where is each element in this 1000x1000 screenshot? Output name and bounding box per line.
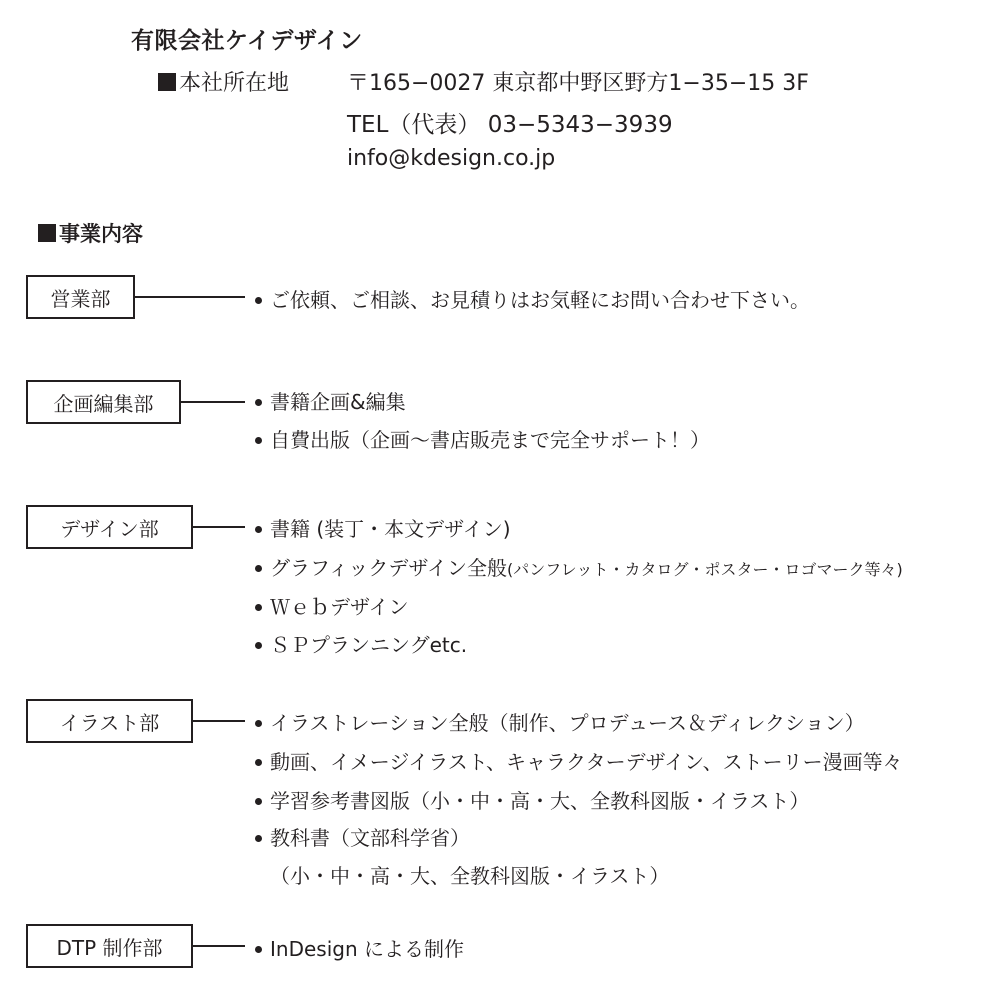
address-label-row bbox=[158, 66, 289, 97]
list-item: イラストレーション全般（制作、プロデュース＆ディレクション） bbox=[255, 707, 865, 736]
list-item: Ｗｅｂデザイン bbox=[255, 591, 409, 620]
list-item: 学習参考書図版（小・中・高・大、全教科図版・イラスト） bbox=[255, 785, 809, 814]
bullet-icon bbox=[255, 565, 262, 572]
list-item: 書籍企画&編集 bbox=[255, 386, 406, 415]
dept-illustration: イラスト部 bbox=[26, 699, 193, 743]
dept-dtp: DTP 制作部 bbox=[26, 924, 193, 968]
email-link[interactable]: info@kdesign.co.jp bbox=[347, 146, 556, 171]
list-item: InDesign による制作 bbox=[255, 933, 464, 962]
company-name: 有限会社ケイデザイン bbox=[131, 28, 363, 54]
address-label: 本社所在地 bbox=[179, 71, 290, 96]
list-item-continuation: （小・中・高・大、全教科図版・イラスト） bbox=[270, 864, 670, 888]
dept-planning-editing: 企画編集部 bbox=[26, 380, 181, 424]
bullet-icon bbox=[255, 297, 262, 304]
list-item: ＳＰプランニングetc. bbox=[255, 629, 467, 658]
bullet-icon bbox=[255, 399, 262, 406]
bullet-icon bbox=[255, 720, 262, 727]
dept-sales: 営業部 bbox=[26, 275, 135, 319]
bullet-icon bbox=[255, 759, 262, 766]
list-item: グラフィックデザイン全般(パンフレット・カタログ・ポスター・ロゴマーク等々) bbox=[255, 552, 903, 581]
address: 〒165−0027 東京都中野区野方1−35−15 3F bbox=[347, 71, 809, 96]
bullet-icon bbox=[255, 526, 262, 533]
graphic-design-note: (パンフレット・カタログ・ポスター・ロゴマーク等々) bbox=[507, 560, 903, 579]
square-bullet-icon bbox=[38, 224, 56, 242]
list-item: ご依頼、ご相談、お見積りはお気軽にお問い合わせ下さい。 bbox=[255, 284, 810, 313]
section-heading bbox=[38, 218, 143, 248]
bullet-icon bbox=[255, 835, 262, 842]
square-bullet-icon bbox=[158, 73, 176, 91]
bullet-icon bbox=[255, 642, 262, 649]
bullet-icon bbox=[255, 437, 262, 444]
list-item: 教科書（文部科学省） bbox=[255, 822, 470, 851]
dept-design: デザイン部 bbox=[26, 505, 193, 549]
connector-line bbox=[193, 945, 245, 947]
telephone: TEL（代表） 03−5343−3939 bbox=[347, 112, 673, 138]
list-item: 動画、イメージイラスト、キャラクターデザイン、ストーリー漫画等々 bbox=[255, 746, 903, 775]
bullet-icon bbox=[255, 946, 262, 953]
bullet-icon bbox=[255, 798, 262, 805]
connector-line bbox=[181, 401, 245, 403]
bullet-icon bbox=[255, 604, 262, 611]
section-heading-text: 事業内容 bbox=[59, 222, 143, 246]
connector-line bbox=[135, 296, 245, 298]
list-item: 自費出版（企画〜書店販売まで完全サポート！） bbox=[255, 424, 710, 453]
connector-line bbox=[193, 526, 245, 528]
connector-line bbox=[193, 720, 245, 722]
list-item: 書籍 (装丁・本文デザイン) bbox=[255, 513, 511, 542]
